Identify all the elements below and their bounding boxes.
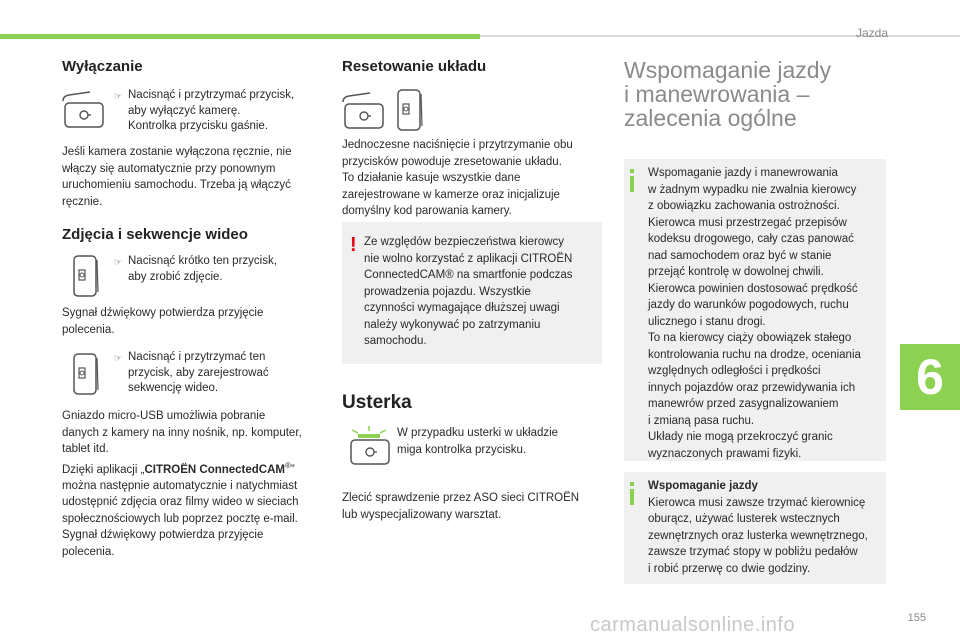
page-number: 155	[907, 612, 926, 624]
camera-button-vertical-icon	[70, 352, 100, 396]
info-i-icon	[630, 482, 634, 486]
fault-paragraph: Zlecić sprawdzenie przez ASO sieci CITROËN lub wyspecjalizowany warsztat.	[342, 492, 580, 521]
reset-paragraph: Jednoczesne naciśnięcie i przytrzymanie obu przycisków powoduje zresetowanie układu. To działanie kasuje wszystkie dane zarejestrowane w kamerze oraz inicjalizuje domyślny kod parowania kamery.	[342, 139, 573, 217]
info-i-icon	[630, 169, 634, 173]
heading-off: Wyłączanie	[62, 58, 143, 75]
off-instruction: ☞ Nacisnąć i przytrzymać przycisk, aby wyłączyć kamerę. Kontrolka przycisku gaśnie.	[114, 88, 324, 135]
photo-paragraph: Sygnał dźwiękowy potwierdza przyjęcie polecenia.	[62, 307, 264, 336]
info-text-general: Wspomaganie jazdy i manewrowania w żadnym wypadku nie zwalnia kierowcy z obowiązku zachowania ostrożności. Kierowca musi przestrzegać przepisów kodeksu drogowego, cały czas panować nad samochodem oraz być w stanie przejąć kontrolę w dowolnej chwili. Kierowca powinien dostosować prędkość jazdy do warunków pogodowych, ruchu ulicznego i stanu drogi. To na kierowcy ciąży obowiązek stałego kontrolowania ruchu na drodze, oceniania względnych odległości i prędkości innych pojazdów oraz przewidywania ich manewrów przed zasygnalizowaniem i zmianą pasa ruchu. Układy nie mogą przekroczyć granic wyznaczonych prawami fizyki.	[648, 167, 861, 460]
camera-button-fault-icon	[346, 424, 392, 468]
heading-reset: Resetowanie układu	[342, 58, 487, 75]
bullet-arrow-icon: ☞	[114, 257, 123, 267]
bullet-arrow-icon: ☞	[114, 91, 123, 101]
section-title: Wspomaganie jazdy i manewrowania – zalecenia ogólne	[624, 57, 832, 131]
info-box-general	[624, 159, 886, 461]
camera-button-horizontal-icon	[340, 88, 386, 132]
chapter-tab	[900, 344, 960, 410]
video-instruction: ☞ Nacisnąć i przytrzymać ten przycisk, aby zarejestrować sekwencję wideo.	[114, 350, 324, 397]
camera-button-vertical-icon	[70, 254, 100, 298]
heading-fault: Usterka	[342, 392, 412, 413]
warning-box	[342, 222, 602, 364]
chapter-number: 6	[916, 349, 944, 405]
off-paragraph: Jeśli kamera zostanie wyłączona ręcznie, nie włączy się automatycznie przy ponownym uruchomieniu samochodu. Trzeba ją włączyć ręcznie.	[62, 146, 292, 208]
camera-button-vertical-icon	[394, 88, 424, 132]
header-accent-bar	[0, 34, 480, 39]
warning-text: Ze względów bezpieczeństwa kierowcy nie wolno korzystać z aplikacji CITROËN ConnectedCAM® na smartfonie podczas prowadzenia pojazdu. Wszystkie czynności wymagające dłuższej uwagi należy wykonywać po zatrzymaniu samochodu.	[364, 236, 573, 347]
chapter-title: Jazda	[855, 26, 888, 40]
heading-photos: Zdjęcia i sekwencje wideo	[62, 226, 248, 243]
bullet-arrow-icon: ☞	[114, 353, 123, 363]
fault-text: W przypadku usterki w układzie miga kontrolka przycisku.	[397, 427, 559, 456]
info-text-driving: Wspomaganie jazdy Kierowca musi zawsze trzymać kierownicę oburącz, używać lusterek wstecznych zewnętrznych oraz lusterka wewnętrznego, zawsze trzymać stopy w pobliżu pedałów i robić przerwę co dwie godziny.	[648, 480, 868, 575]
camera-button-horizontal-icon	[60, 87, 106, 131]
info-box-driving	[624, 472, 886, 584]
usb-paragraph: Gniazdo micro-USB umożliwia pobranie danych z kamery na inny nośnik, np. komputer, tablet itd. Dzięki aplikacji „CITROËN ConnectedCAM®” można następnie automatycznie i natychmiast udostępnić zdjęcia oraz filmy wideo w sieciach społecznościowych lub poprzez pocztę e-mail. Sygnał dźwiękowy potwierdza przyjęcie polecenia.	[62, 410, 302, 558]
photo-instruction: ☞ Nacisnąć krótko ten przycisk, aby zrobić zdjęcie.	[114, 254, 324, 285]
watermark: carmanualsonline.info	[590, 614, 796, 636]
warning-exclamation-icon: !	[350, 234, 357, 256]
header-divider	[480, 35, 960, 37]
